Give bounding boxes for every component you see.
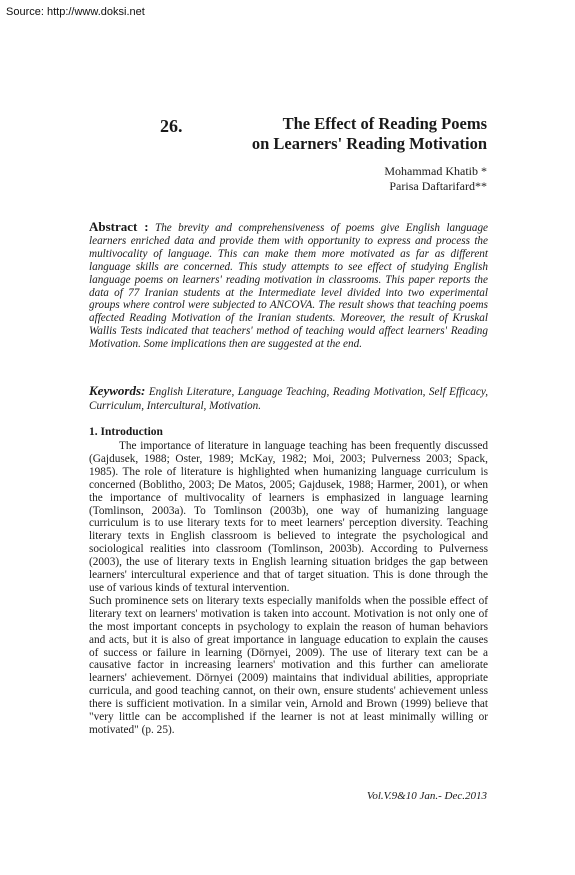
paragraph: The importance of literature in language teaching has been frequently discussed (Gajdusek, 1988; Oster, 1989; McKay, 1982; Moi, 2003; Pulverness 2003; Spack, 1985). The role of literature is highlighted when humanizing language curriculum is concerned (Boblitho, 2003; De Matos, 2005; Gajdusek, 1988; Harmer, 2001), or when the importance of multivocality of learners is emphasized in language learning (Tomlinson, 2003a). To Tomlinson (2003b), one way of humanizing language curriculum is to use literary texts for to meet learners' perception diversity. Teaching literary texts in English classroom is believed to integrate the psychological and sociological realities into classroom (Tomlinson, 2003b). According to Pulverness (2003), the use of literary texts in English learning situation bridges the gap between learners' intercultural experience and that of target situation. This is done through the use of various kinds of textural intervention. [89, 440, 488, 594]
abstract-label: Abstract : [89, 219, 149, 234]
chapter-number: 26. [160, 116, 183, 136]
keywords-text: English Literature, Language Teaching, Reading Motivation, Self Efficacy, Curriculum, Intercultural, Motivation. [89, 386, 489, 412]
author-name: Parisa Daftarifard** [389, 179, 487, 193]
author-list [237, 164, 487, 194]
section-heading-introduction: 1. Introduction [89, 426, 163, 438]
keywords [89, 384, 488, 413]
introduction-body [89, 440, 488, 737]
abstract [89, 221, 488, 351]
abstract-text: The brevity and comprehensiveness of poems give English language learners enriched data and provide them with opportunity to express and process the multivocality of language. This can make them more motivated as far as different language skills are concerned. This study attempts to see effect of studying English language poems on learners' reading motivation in classrooms. This paper reports the data of 77 Iranian students at the Intermediate level divided into two experimental groups where control were subjected to ANCOVA. The result shows that teaching poems affected Reading Motivation of the Iranian students. Moreover, the result of Kruskal Wallis Tests indicated that teachers' method of teaching would affect learners' Reading Motivation. Some implications then are suggested at the end. [89, 222, 489, 351]
keywords-label: Keywords: [89, 383, 146, 398]
title-line-1: The Effect of Reading Poems [282, 114, 487, 133]
title-line-2: on Learners' Reading Motivation [251, 134, 487, 153]
paper-title [187, 114, 487, 154]
author-name: Mohammad Khatib * [384, 164, 487, 178]
source-url: Source: http://www.doksi.net [6, 6, 145, 18]
journal-volume-footer: Vol.V.9&10 Jan.- Dec.2013 [366, 790, 487, 802]
paragraph: Such prominence sets on literary texts especially manifolds when the possible effect of literary text on learners' motivation is taken into account. Motivation is not only one of the most important concepts in psychology to explain the reason of human behaviors and acts, but it is also of great importance in language education to explain the causes of success or failure in learning (Dörnyei, 2009). The use of literary text can be a causative factor in increasing learners' motivation and this further can ameliorate learners' achievement. Dörnyei (2009) maintains that individual abilities, appropriate curricula, and good teaching cannot, on their own, ensure students' achievement unless there is sufficient motivation. In a similar vein, Arnold and Brown (1999) believe that "very little can be accomplished if the learner is not at least minimally willing or motivated" (p. 25). [89, 594, 488, 736]
